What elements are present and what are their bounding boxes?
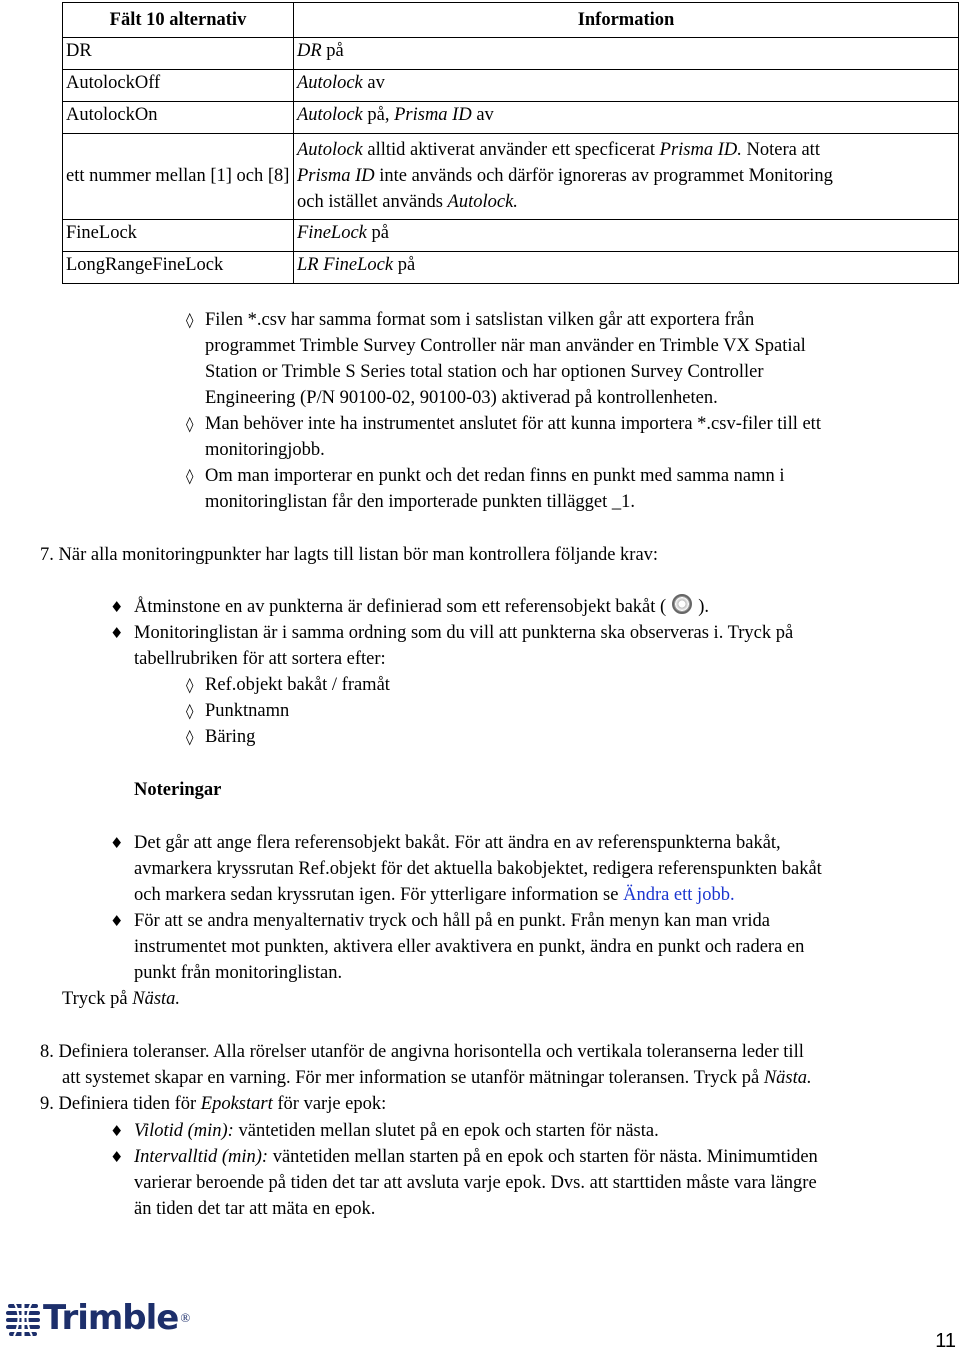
table-cell-info bbox=[294, 38, 959, 70]
table-cell-info bbox=[294, 102, 959, 134]
sort-item: Bäring bbox=[205, 727, 256, 747]
table-header-option: Fält 10 alternativ bbox=[63, 3, 294, 38]
diamond-icon: ◊ bbox=[186, 702, 194, 720]
table-cell-option: AutolockOff bbox=[63, 70, 294, 102]
step-8-line: 8. Definiera toleranser. Alla rörelser utanför de angivna horisontella och vertikala toleranserna leder till bbox=[40, 1042, 804, 1062]
note-line: programmet Trimble Survey Controller när man använder en Trimble VX Spatial bbox=[205, 336, 806, 356]
options-table bbox=[62, 2, 959, 284]
edit-job-link[interactable]: Ändra ett jobb. bbox=[623, 885, 735, 905]
info-text: på bbox=[366, 223, 389, 243]
bullet-icon: ♦ bbox=[110, 1148, 124, 1166]
note-line: Station or Trimble S Series total station och har optionen Survey Controller bbox=[205, 362, 764, 382]
bullet-icon: ♦ bbox=[110, 912, 124, 930]
info-text: av bbox=[362, 73, 385, 93]
info-text: på, bbox=[362, 105, 395, 125]
table-header-information: Information bbox=[294, 3, 959, 38]
step-9-heading bbox=[40, 1091, 386, 1117]
note-line: Engineering (P/N 90100-02, 90100-03) aktiverad på kontrollenheten. bbox=[205, 388, 718, 408]
table-cell-option: ett nummer mellan [1] och [8] bbox=[63, 134, 294, 220]
table-row bbox=[63, 70, 959, 102]
next-softkey-label: Nästa. bbox=[763, 1068, 812, 1088]
info-text: Notera att bbox=[741, 140, 820, 160]
note-line: punkt från monitoringlistan. bbox=[134, 963, 343, 983]
requirement-line: Monitoringlistan är i samma ordning som du vill att punkterna ska observeras i. Tryck på bbox=[134, 623, 794, 643]
table-cell-info bbox=[294, 134, 959, 220]
info-term: Prisma ID bbox=[297, 166, 375, 186]
info-text: på bbox=[321, 41, 344, 61]
press-next-line bbox=[62, 986, 180, 1012]
trimble-logo bbox=[6, 1298, 190, 1338]
note-line: Filen *.csv har samma format som i satslistan vilken går att exportera från bbox=[205, 310, 755, 330]
requirement-line: tabellrubriken för att sortera efter: bbox=[134, 649, 386, 669]
step-8-line bbox=[62, 1065, 812, 1091]
note-line: avmarkera kryssrutan Ref.objekt för det aktuella bakobjektet, redigera referenspunkten bakåt bbox=[134, 859, 822, 879]
info-text: inte används och därför ignoreras av programmet Monitoring bbox=[374, 166, 833, 186]
info-term: Autolock bbox=[297, 140, 363, 160]
step-7-heading: 7. När alla monitoringpunkter har lagts till listan bör man kontrollera följande krav: bbox=[40, 545, 659, 565]
table-cell-option: DR bbox=[63, 38, 294, 70]
info-text: på bbox=[393, 255, 416, 275]
step-8-text: att systemet skapar en varning. För mer information se utanför mätningar toleransen. Tryck på bbox=[62, 1068, 764, 1088]
step-9-line bbox=[134, 1118, 659, 1144]
sort-item: Ref.objekt bakåt / framåt bbox=[205, 675, 390, 695]
table-cell-info bbox=[294, 70, 959, 102]
note-line bbox=[134, 882, 735, 908]
note-line: Om man importerar en punkt och det redan finns en punkt med samma namn i bbox=[205, 466, 785, 486]
page-number: 11 bbox=[935, 1330, 956, 1352]
info-term: DR bbox=[297, 41, 322, 61]
diamond-icon: ◊ bbox=[186, 467, 194, 485]
registered-mark: ® bbox=[180, 1310, 191, 1325]
note-text: och markera sedan kryssrutan igen. För ytterligare information se bbox=[134, 885, 624, 905]
step-9-text: väntetiden mellan starten på en epok och starten för nästa. Minimumtiden bbox=[268, 1147, 818, 1167]
requirement-line bbox=[134, 594, 709, 620]
backsight-target-icon bbox=[672, 594, 692, 614]
table-cell-option: AutolockOn bbox=[63, 102, 294, 134]
table-row bbox=[63, 134, 959, 220]
note-line: För att se andra menyalternativ tryck och håll på en punkt. Från menyn kan man vrida bbox=[134, 911, 771, 931]
table-row bbox=[63, 102, 959, 134]
requirement-text: ). bbox=[698, 597, 709, 617]
bullet-icon: ♦ bbox=[110, 624, 124, 642]
table-row bbox=[63, 252, 959, 284]
table-row bbox=[63, 38, 959, 70]
trimble-globe-icon bbox=[6, 1298, 40, 1338]
bullet-icon: ♦ bbox=[110, 1122, 124, 1140]
info-term: Prisma ID. bbox=[659, 140, 742, 160]
info-text: av bbox=[471, 105, 494, 125]
diamond-icon: ◊ bbox=[186, 676, 194, 694]
table-cell-option: FineLock bbox=[63, 220, 294, 252]
step-9-line bbox=[134, 1144, 818, 1170]
bullet-icon: ♦ bbox=[110, 834, 124, 852]
sort-item: Punktnamn bbox=[205, 701, 290, 721]
note-line: Man behöver inte ha instrumentet anslutet för att kunna importera *.csv-filer till ett bbox=[205, 414, 821, 434]
diamond-icon: ◊ bbox=[186, 311, 194, 329]
table-cell-info bbox=[294, 252, 959, 284]
step-9-text: för varje epok: bbox=[272, 1094, 387, 1114]
press-text: Tryck på bbox=[62, 989, 133, 1009]
info-term: Prisma ID bbox=[394, 105, 472, 125]
info-term: Autolock bbox=[297, 105, 363, 125]
note-line: Det går att ange flera referensobjekt bakåt. För att ändra en av referenspunkterna bakåt, bbox=[134, 833, 781, 853]
next-softkey-label: Nästa. bbox=[132, 989, 181, 1009]
epoch-start-term: Epokstart bbox=[200, 1094, 273, 1114]
note-line: instrumentet mot punkten, aktivera eller avaktivera en punkt, ändra en punkt och radera en bbox=[134, 937, 805, 957]
info-text: alltid aktiverat använder ett specficerat bbox=[362, 140, 660, 160]
note-line: monitoringjobb. bbox=[205, 440, 325, 460]
step-9-line: varierar beroende på tiden det tar att avsluta varje epok. Dvs. att starttiden måste vara längre bbox=[134, 1173, 817, 1193]
bullet-icon: ♦ bbox=[110, 598, 124, 616]
table-header-row bbox=[63, 3, 959, 38]
rest-time-term: Vilotid (min): bbox=[134, 1121, 234, 1141]
info-term: Autolock. bbox=[447, 192, 518, 212]
notes-heading: Noteringar bbox=[134, 780, 222, 800]
requirement-text: Åtminstone en av punkterna är definierad som ett referensobjekt bakåt ( bbox=[134, 597, 667, 617]
table-cell-option: LongRangeFineLock bbox=[63, 252, 294, 284]
diamond-icon: ◊ bbox=[186, 415, 194, 433]
table-row bbox=[63, 220, 959, 252]
step-9-text: väntetiden mellan slutet på en epok och starten för nästa. bbox=[233, 1121, 659, 1141]
note-line: monitoringlistan får den importerade punkten tillägget _1. bbox=[205, 492, 636, 512]
info-term: LR FineLock bbox=[297, 255, 394, 275]
step-9-line: än tiden det tar att mäta en epok. bbox=[134, 1199, 376, 1219]
diamond-icon: ◊ bbox=[186, 728, 194, 746]
info-term: FineLock bbox=[297, 223, 367, 243]
interval-time-term: Intervalltid (min): bbox=[134, 1147, 269, 1167]
info-text: och istället används bbox=[297, 192, 448, 212]
step-9-text: 9. Definiera tiden för bbox=[40, 1094, 201, 1114]
table-cell-info bbox=[294, 220, 959, 252]
logo-wordmark: Trimble bbox=[43, 1298, 179, 1338]
info-term: Autolock bbox=[297, 73, 363, 93]
